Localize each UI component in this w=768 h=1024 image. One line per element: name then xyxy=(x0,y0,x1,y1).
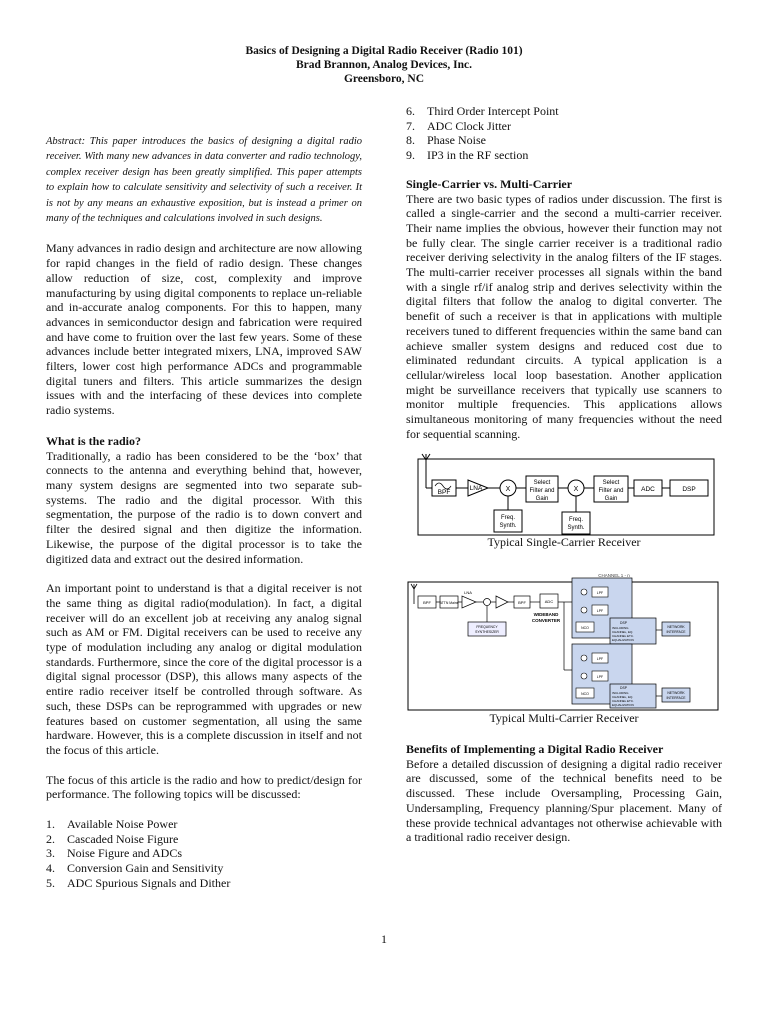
topic-list-left xyxy=(46,817,362,891)
nco-2-label: NCO xyxy=(581,692,589,696)
lpf-4-label: LPF xyxy=(596,675,604,679)
single-carrier-caption: Typical Single-Carrier Receiver xyxy=(487,535,641,549)
single-carrier-diagram xyxy=(412,452,720,536)
paper-title: Basics of Designing a Digital Radio Receiver (Radio 101) xyxy=(245,45,523,57)
dsp-1-line-1: DSP xyxy=(620,621,627,625)
intro-paragraph: Many advances in radio design and architecture are now allowing for rapid changes in the field of radio design. These changes allow reduction of size, cost, complexity and improve manufacturing by using digital components to replace un-reliable and in-accurate analog components. For this to happen, many advances in semiconductor design and fabrication were required and have come to fruition over the last few years. Some of these advances include better integrated mixers, LNA, improved SAW filters, lower cost high performance ADCs and programmable digital tuners and filters. This article summarizes the design issues with and the interfacing of these devices into complete radio systems. xyxy=(46,241,362,418)
lna-label: LNA xyxy=(469,485,483,492)
list-item: 2. Cascaded Noise Figure xyxy=(46,831,179,846)
filter-1-line-1: Select xyxy=(533,480,551,486)
dsp-label: DSP xyxy=(682,486,696,493)
bpf-label: BPF xyxy=(437,489,451,496)
carrier-paragraph: There are two basic types of radios under discussion. The first is called a single-carrier and the second a multi-carrier receiver. Their name implies the obvious, however their function may not be fully clear. The single carrier receiver is a traditional radio receiver deriving selectivity in the analog filters of the IF stages. The multi-carrier receiver processes all signals within the band with a single rf/if analog strip and derives selectivity within the digital filters that follow the analog to digital converter. The benefit of such a receiver is that in applications with multiple receivers tuned to different frequencies within the same band can achieve smaller system designs and reduced cost due to eliminated redundant circuits. A typical application is a cellular/wireless local loop basestation. Another application might be surveillance receivers that typically use scanners to monitor multiple frequencies. This applications allows simultaneous monitoring of many frequencies without the need for sequential scanning. xyxy=(406,191,722,441)
paper-header xyxy=(0,44,768,86)
lpf-1-label: LPF xyxy=(596,591,604,595)
mixer-2-label: X xyxy=(573,486,579,493)
synth-line-2: SYNTHESIZER xyxy=(475,630,499,634)
antenna-icon xyxy=(411,584,417,604)
dsp-1-line-5: EQUALIZATION xyxy=(612,638,634,642)
list-item: 6. Third Order Intercept Point xyxy=(406,104,559,118)
list-item: 7. ADC Clock Jitter xyxy=(406,118,511,133)
right-column-top xyxy=(406,104,722,441)
list-item: 9. IP3 in the RF section xyxy=(406,148,529,163)
dsp-1-line-2: INCLUDING xyxy=(612,626,629,630)
abstract: Abstract: This paper introduces the basics of designing a digital radio receiver. With many new advances in data converter and radio technology, complex receiver design has been greatly simplified. This paper attempts to explain how to calculate sensitivity and selectivity of such a receiver. It is not by any means an exhaustive exposition, but is instead a primer on many of the techniques and calculations involved in such designs. xyxy=(46,136,362,225)
section-heading-radio: What is the radio? xyxy=(46,433,142,448)
paper-author: Brad Brannon, Analog Devices, Inc. xyxy=(295,59,473,71)
radio-paragraph-3: The focus of this article is the radio and how to predict/design for performance. The following topics will be discussed: xyxy=(46,772,362,802)
list-item: 4. Conversion Gain and Sensitivity xyxy=(46,861,224,876)
filter-2-line-3: Gain xyxy=(604,496,618,502)
synth-1-line-1: Freq. xyxy=(500,515,516,521)
dsp-2-line-4: CHANNEL ETC. xyxy=(612,699,634,703)
mixer-1-label: X xyxy=(505,486,511,493)
wideband-line-1: WIDEBAND xyxy=(533,612,559,617)
right-column-bottom xyxy=(406,742,722,845)
section-heading-benefits: Benefits of Implementing a Digital Radio Receiver xyxy=(406,742,664,756)
filter-1-line-3: Gain xyxy=(535,496,549,502)
left-column xyxy=(46,134,362,891)
paper-location: Greensboro, NC xyxy=(343,73,425,85)
dsp-2-line-1: DSP xyxy=(620,686,627,690)
network-2-line-2: INTERFACE xyxy=(666,696,686,700)
synth-1-line-2: Synth. xyxy=(499,523,517,529)
benefits-paragraph: Before a detailed discussion of designing a digital radio receiver are discussed, some of the technical benefits need to be discussed. These include Oversampling, Processing Gain, Undersampling, Frequency planning/Spur placement. Many of these provide technical advantages not otherwise achievable with a traditional radio receiver design. xyxy=(406,756,722,845)
dsp-1-line-3: CHANNEL, EQ. xyxy=(612,630,634,634)
list-item: 3. Noise Figure and ADCs xyxy=(46,846,182,861)
mc-atten-label: ATTN Mains xyxy=(439,601,459,605)
list-item: 5. ADC Spurious Signals and Dither xyxy=(46,875,231,890)
network-2-line-1: NETWORK xyxy=(667,691,685,695)
dsp-2-line-3: CHANNEL, EQ. xyxy=(612,695,634,699)
dsp-2-line-5: EQUALIZATION xyxy=(612,703,634,707)
multi-carrier-diagram xyxy=(406,570,722,712)
wideband-line-2: CONVERTER xyxy=(531,618,561,623)
adc-label: ADC xyxy=(641,486,655,493)
section-heading-carrier: Single-Carrier vs. Multi-Carrier xyxy=(406,176,573,191)
list-item: 8. Phase Noise xyxy=(406,133,486,148)
radio-paragraph-2: An important point to understand is that a digital receiver is not the same thing as digital radio(modulation). In fact, a digital receiver will do an excellent job at receiving any analog signal such as AM or FM. Digital receivers can be used to receive any type of modulation including any analog or digital modulation standards. Furthermore, since the core of the digital processor is a digital signal processor (DSP), this allows many aspects of the entire radio receiver itself be controlled through software. As such, these DSPs can be reprogrammed with upgrades or new features based on customer segmentation, all using the same hardware. However, this is a complete discussion in itself and not the focus of this article. xyxy=(46,581,362,757)
synth-2-line-2: Synth. xyxy=(567,525,585,531)
dsp-2-line-2: INCLUDING xyxy=(612,691,629,695)
filter-1-line-2: Filter and xyxy=(529,488,555,494)
list-item: 1. Available Noise Power xyxy=(46,817,178,832)
mc-bpf-label: BPF xyxy=(423,600,431,605)
mc-lna-label: LNA xyxy=(464,590,472,595)
filter-2-line-2: Filter and xyxy=(598,488,624,494)
network-1-line-1: NETWORK xyxy=(667,625,685,629)
synth-line-1: FREQUENCY xyxy=(476,625,498,629)
lpf-3-label: LPF xyxy=(596,657,604,661)
mc-adc-label: ADC xyxy=(544,599,554,604)
nco-1-label: NCO xyxy=(581,626,589,630)
lpf-2-label: LPF xyxy=(596,609,604,613)
channel-label: CHANNEL 1 - n xyxy=(598,573,630,578)
synth-2-line-1: Freq. xyxy=(568,517,584,523)
page-number: 1 xyxy=(381,932,387,946)
filter-2-line-1: Select xyxy=(602,480,620,486)
topic-list-right xyxy=(406,104,722,163)
mc-bpf2-label: BPF xyxy=(518,600,526,605)
dsp-1-line-4: CHANNEL ETC. xyxy=(612,634,634,638)
network-1-line-2: INTERFACE xyxy=(666,630,686,634)
multi-carrier-caption: Typical Multi-Carrier Receiver xyxy=(489,711,639,725)
radio-paragraph-1: Traditionally, a radio has been considered to be the ‘box’ that connects to the antenna and everything behind that, however, many system designs are segmented into two separate sub-systems. The radio and the digital processor. With this segmentation, the purpose of the radio is to down convert and filter the desired signal and then digitize the information. Likewise, the purpose of the digital processor is to take the digitized data and extract out the desired information. xyxy=(46,448,362,566)
